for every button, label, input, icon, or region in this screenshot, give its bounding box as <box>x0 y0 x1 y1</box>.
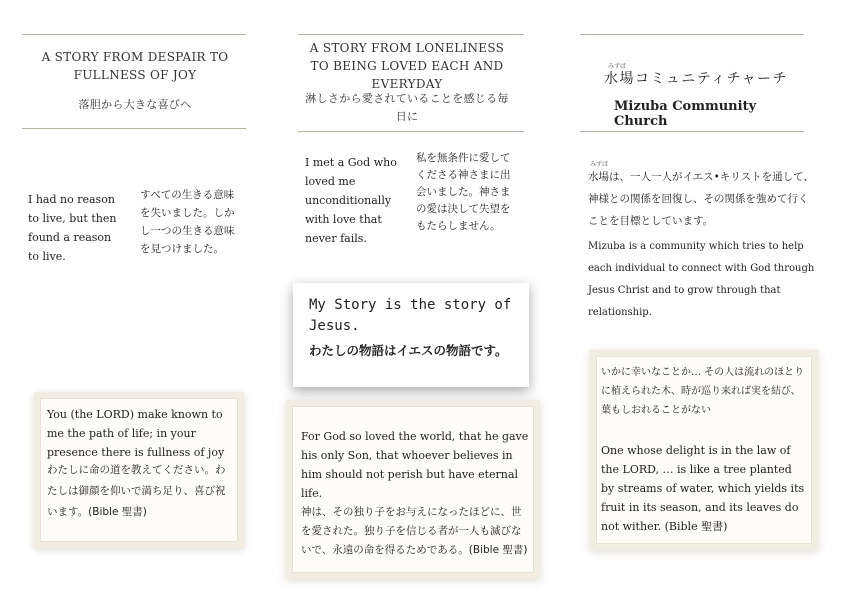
panel1-verse-card <box>40 398 238 542</box>
panel2-top-rule <box>298 34 524 35</box>
body-ruby: みずば <box>590 161 609 168</box>
panel2-verse-ja: 神は、その独り子をお与えになったほどに、世を愛された。独り子を信じる者が一人も滅びないで、永遠の命を得るためである。(Bible 聖書) <box>301 506 528 556</box>
panel1-title-en: A STORY FROM DESPAIR TO FULLNESS OF JOY <box>41 50 229 82</box>
panel3-bottom-rule <box>580 131 804 132</box>
panel1-verse-en: You (the LORD) make known to me the path of life; in your presence there is fullness of joy <box>47 408 225 459</box>
story-note-ja: わたしの物語はイエスの物語です。 <box>309 343 508 358</box>
panel2-verse-card <box>292 406 534 573</box>
panel3-body-ja: 水場は、一人一人がイエス•キリストを通して、神様との関係を回復し、その関係を強めて行くことを目標としています。 <box>588 171 814 227</box>
panel2-verse-en: For God so loved the world, that he gave his only Son, that whoever believes in him should not perish but have eternal life. <box>301 430 529 500</box>
panel3-verse-en: One whose delight is in the law of the LORD, … is like a tree planted by streams of water, which yields its fruit in its season, and its leaves do not wither. (Bible 聖書) <box>601 444 805 533</box>
panel2-bottom-rule <box>298 131 524 132</box>
panel3-body-en: Mizuba is a community which tries to help each individual to connect with God through Jesus Christ and to grow through that relationship. <box>588 241 815 318</box>
panel2-body-ja: 私を無条件に愛してくださる神さまに出会いました。神さまの愛は決して失望をもたらしません。 <box>416 152 511 232</box>
church-name-ruby: みずば <box>608 63 627 70</box>
panel2-title-ja: 淋しさから愛されていることを感じる毎日に <box>305 92 509 123</box>
panel3-top-rule <box>580 34 804 35</box>
church-name-ja: 水場コミュニティチャーチ <box>604 71 789 87</box>
panel3-verse-card <box>596 356 812 544</box>
panel1-body-en: I had no reason to live, but then found a reason to live. <box>28 193 117 263</box>
panel1-title-ja: 落胆から大きな喜びへ <box>78 98 192 111</box>
panel2-body-en: I met a God who loved me unconditionally with love that never fails. <box>305 156 397 245</box>
story-note-en: My Story is the story of Jesus. <box>309 297 512 334</box>
panel1-bottom-rule <box>22 128 246 129</box>
panel2-title-en: A STORY FROM LONELINESS TO BEING LOVED EACH AND EVERYDAY <box>309 41 505 91</box>
church-name-en: Mizuba Community Church <box>614 99 757 129</box>
panel1-verse-ja: わたしに命の道を教えてください。わたしは御顔を仰いで満ち足り、喜び祝います。(Bible 聖書) <box>47 464 226 518</box>
panel1-body-ja: すべての生きる意味を失いました。しかし一つの生きる意味を見つけました。 <box>140 189 235 255</box>
panel1-top-rule <box>22 34 246 35</box>
panel3-verse-ja: いかに幸いなことか… その人は流れのほとりに植えられた木、時が巡り来れば実を結び、葉もしおれることがない <box>601 367 805 416</box>
story-note <box>293 283 529 387</box>
